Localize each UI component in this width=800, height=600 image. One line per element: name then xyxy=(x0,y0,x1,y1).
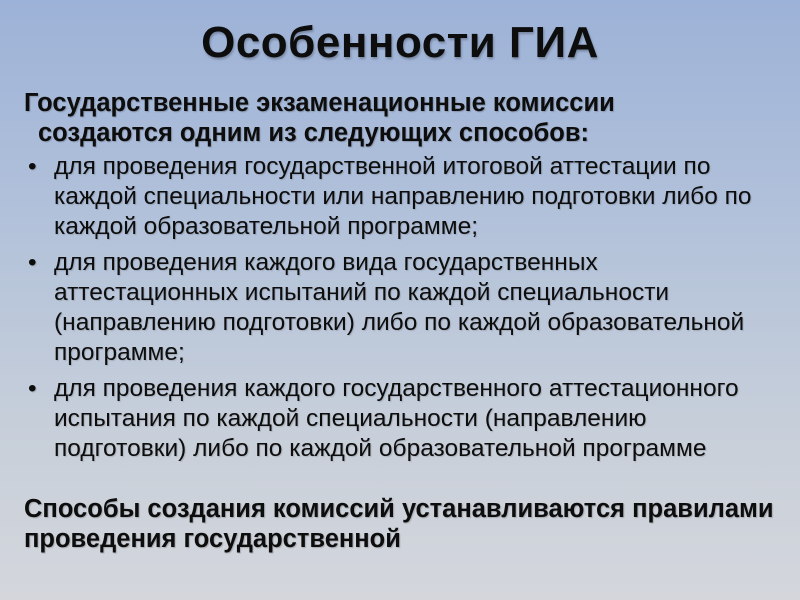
list-item xyxy=(24,374,784,464)
list-item-text: для проведения каждого вида государственных аттестационных испытаний по каждой специальности (направлению подготовки) либо по каждой образовательной программе; xyxy=(54,249,745,366)
slide-title: Особенности ГИА xyxy=(201,18,599,67)
bullet-icon: • xyxy=(28,153,37,180)
list-item-text: для проведения государственной итоговой аттестации по каждой специальности или направлению подготовки либо по каждой образовательной программе; xyxy=(54,153,752,240)
intro-paragraph xyxy=(24,88,784,148)
methods-list xyxy=(24,152,784,464)
list-item-text: для проведения каждого государственного аттестационного испытания по каждой специальности (направлению подготовки) либо по каждой образовательной программе xyxy=(54,375,739,462)
footer-paragraph: Способы создания комиссий устанавливаются правилами проведения государственной xyxy=(24,495,774,553)
bullet-icon: • xyxy=(28,249,37,276)
list-item xyxy=(24,152,784,242)
list-item xyxy=(24,248,784,368)
bullet-icon: • xyxy=(28,375,37,402)
intro-line-1: Государственные экзаменационные комиссии xyxy=(24,89,615,117)
intro-line-2: создаются одним из следующих способов: xyxy=(38,119,590,147)
slide-content xyxy=(24,88,784,554)
